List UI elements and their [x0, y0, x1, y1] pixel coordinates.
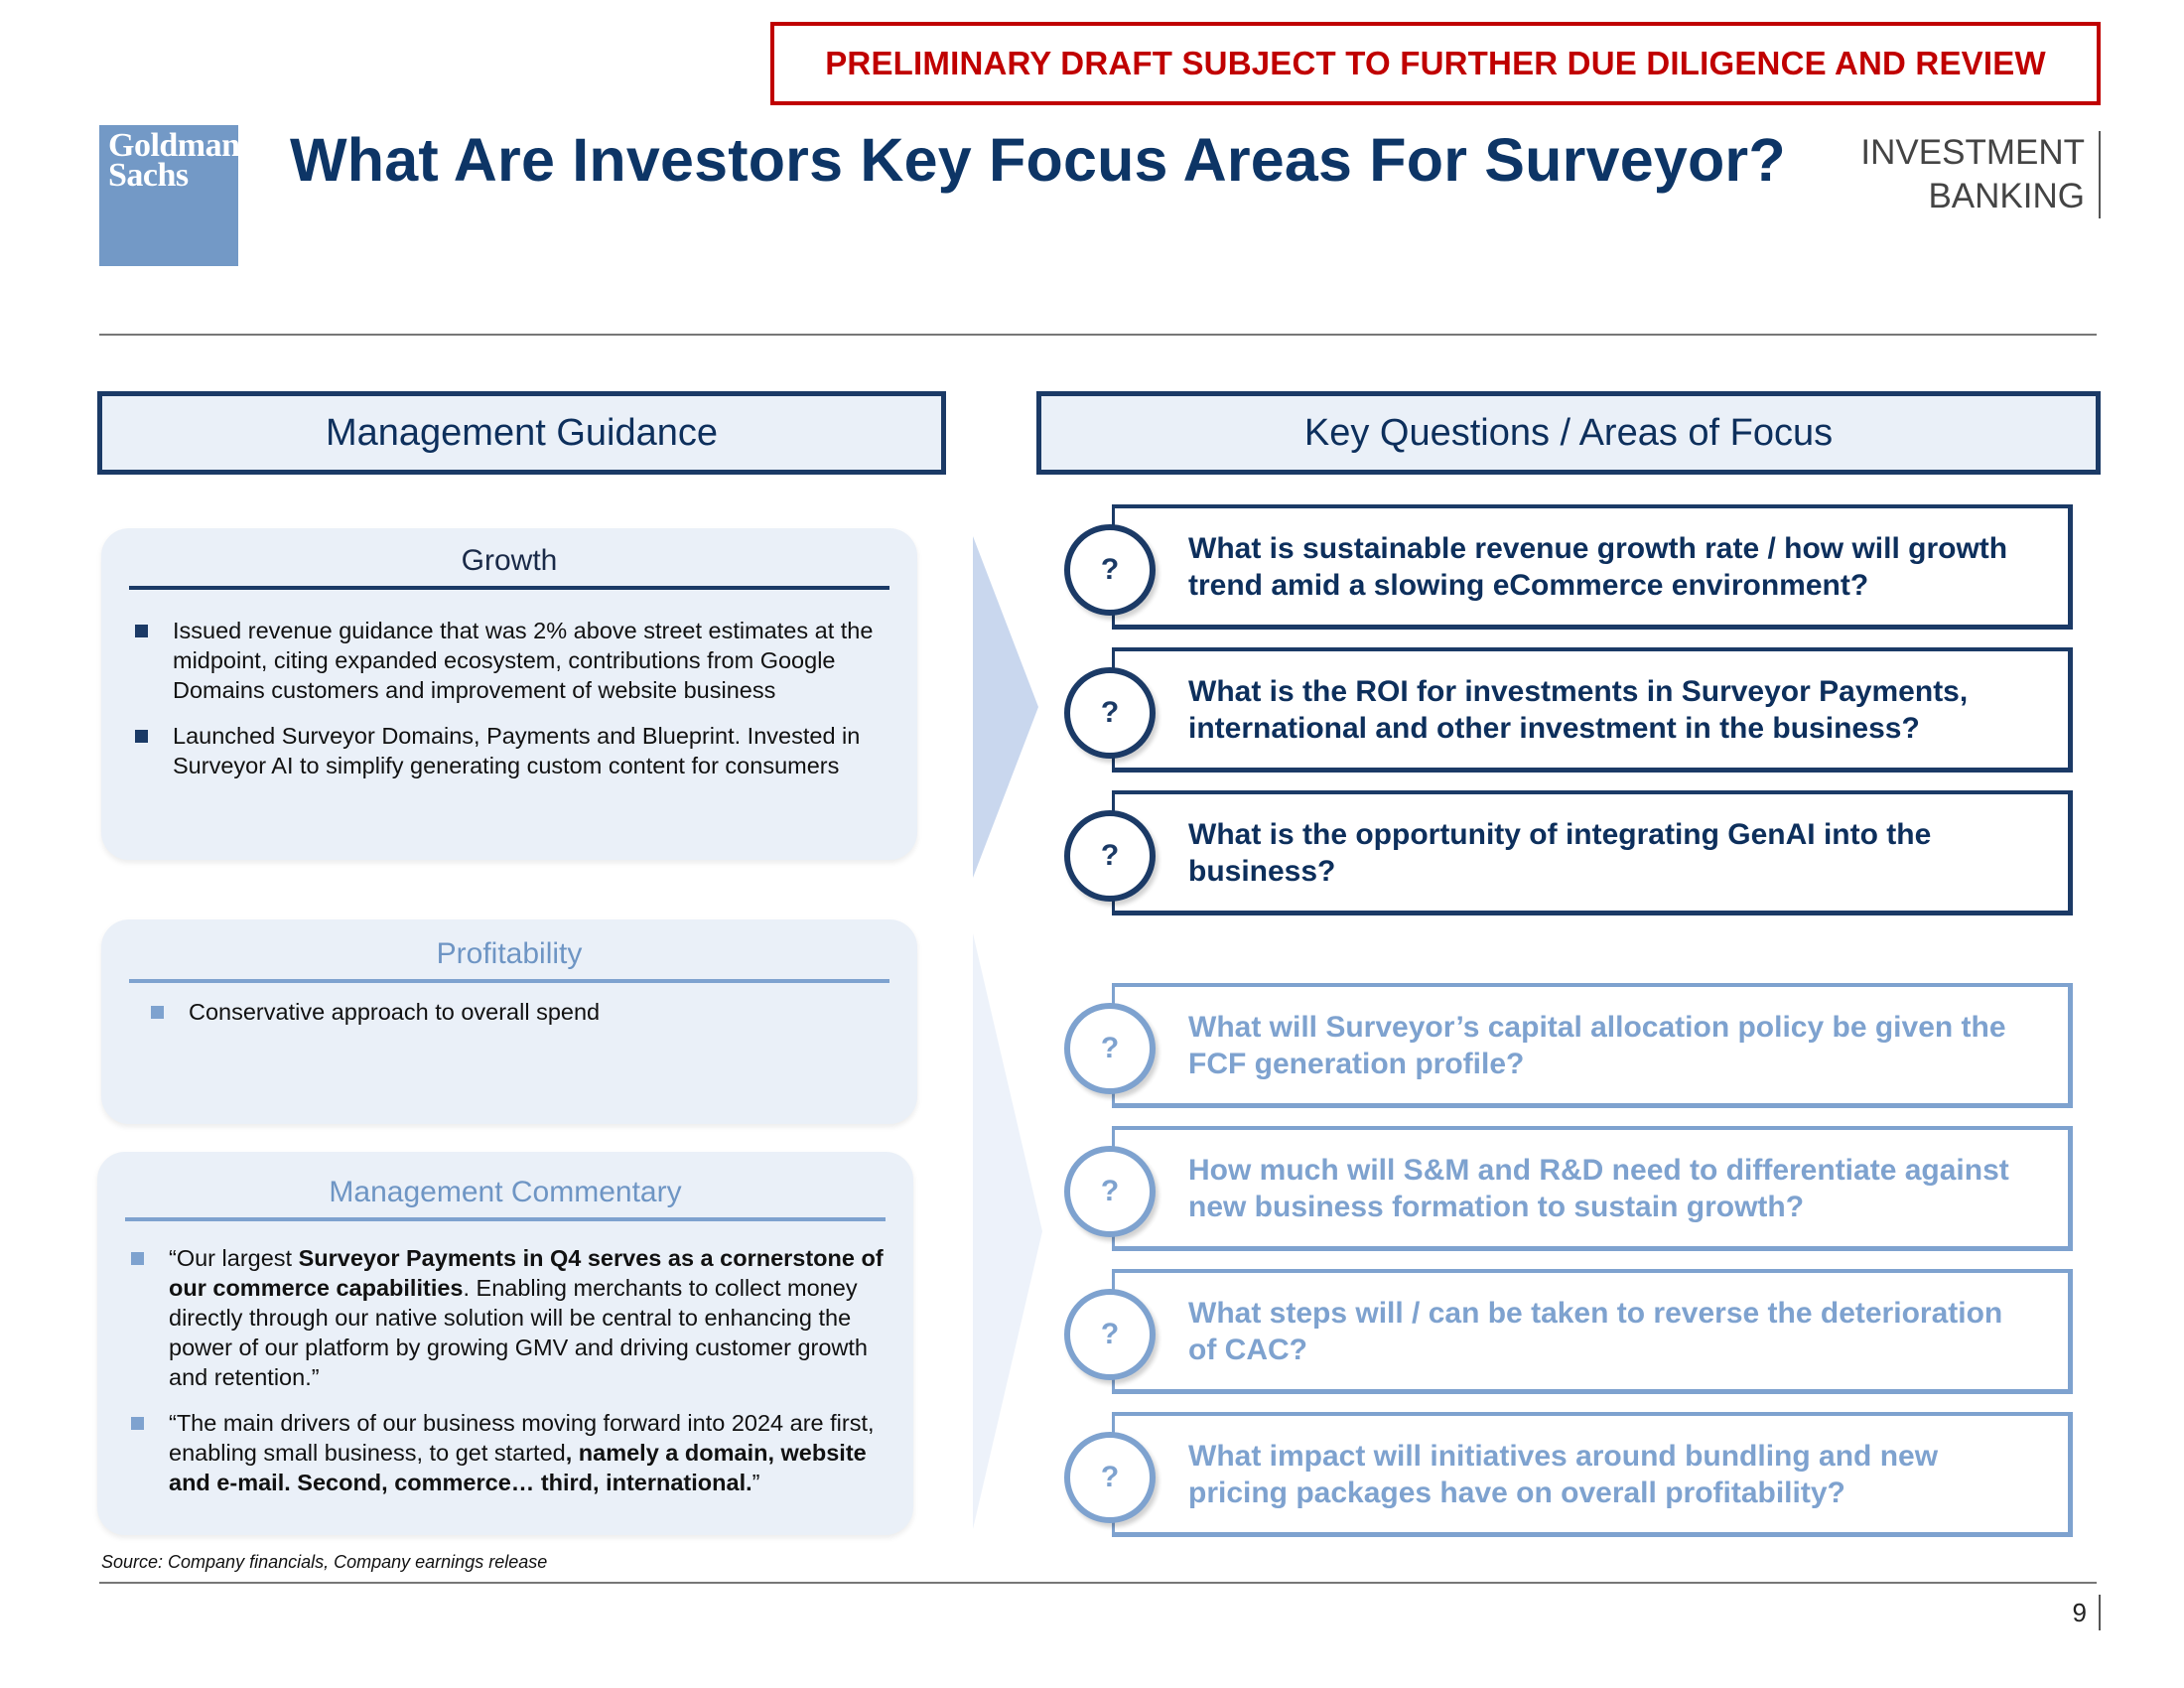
bullet-square-icon	[131, 1417, 144, 1430]
question-card	[1112, 1269, 2073, 1394]
logo-line-2: Sachs	[108, 157, 189, 194]
question-text: How much will S&M and R&D need to differentiate against new business formation to sustain growth?	[1188, 1153, 2009, 1223]
chevron-arrows	[973, 536, 1052, 1539]
question-text: What is the opportunity of integrating GenAI into the business?	[1188, 817, 1932, 888]
quote-2-part-2: ”	[751, 1470, 760, 1495]
top-divider	[99, 334, 2097, 336]
bullet-text: Issued revenue guidance that was 2% above street estimates at the midpoint, citing expanded ecosystem, contributions from Google Domains customers and improvement of website business	[173, 618, 874, 703]
growth-title: Growth	[129, 544, 889, 590]
quote-2-bold: , namely a domain, website and e-mail. Second, commerce… third, international.	[169, 1440, 867, 1495]
question-card	[1112, 790, 2073, 915]
goldman-sachs-logo	[99, 125, 238, 266]
bullet-square-icon	[151, 1006, 164, 1019]
bullet-square-icon	[131, 1252, 144, 1265]
question-mark-icon: ?	[1064, 524, 1156, 616]
quote-1-bold: Surveyor Payments in Q4 serves as a cornerstone of our commerce capabilities	[169, 1245, 884, 1301]
question-mark-icon: ?	[1064, 1146, 1156, 1237]
source-note: Source: Company financials, Company earnings release	[101, 1552, 548, 1572]
list-item	[129, 1243, 884, 1392]
quote-1-text	[169, 1245, 884, 1390]
logo-line-1: Goldman	[108, 127, 240, 164]
page-title: What Are Investors Key Focus Areas For Surveyor?	[290, 126, 1786, 194]
profitability-title: Profitability	[129, 937, 889, 983]
growth-panel	[101, 528, 917, 860]
list-item	[133, 616, 887, 705]
profitability-panel	[101, 919, 917, 1124]
chevron-right-icon	[973, 933, 1042, 1529]
question-card	[1112, 647, 2073, 773]
quote-1-part-1: “Our largest	[169, 1245, 299, 1271]
bottom-divider	[99, 1582, 2097, 1584]
growth-bullet-list	[133, 616, 887, 796]
page-number: 9	[2073, 1595, 2101, 1630]
commentary-bullet-list	[129, 1243, 884, 1513]
list-item	[133, 721, 887, 780]
question-text: What is the ROI for investments in Surveyor Payments, international and other investment in the business?	[1188, 674, 1969, 745]
question-text: What steps will / can be taken to reverse the deterioration of CAC?	[1188, 1296, 2003, 1366]
quote-1-part-2: . Enabling merchants to collect money directly through our native solution will be central to enhancing the power of our platform by growing GMV and driving customer growth and retention.”	[169, 1275, 869, 1390]
chevron-right-icon	[973, 536, 1038, 878]
management-guidance-header: Management Guidance	[97, 391, 946, 475]
bullet-square-icon	[135, 625, 148, 637]
question-card	[1112, 1412, 2073, 1537]
profitability-bullet-list	[149, 997, 887, 1043]
management-commentary-panel	[97, 1152, 913, 1535]
question-card	[1112, 983, 2073, 1108]
question-card	[1112, 1126, 2073, 1251]
division-line-1: INVESTMENT	[1860, 133, 2085, 172]
quote-2-part-1: “The main drivers of our business moving forward into 2024 are first, enabling small business, to get started	[169, 1410, 875, 1466]
commentary-title: Management Commentary	[125, 1176, 886, 1221]
list-item	[129, 1408, 884, 1497]
bullet-square-icon	[135, 730, 148, 743]
draft-banner: PRELIMINARY DRAFT SUBJECT TO FURTHER DUE DILIGENCE AND REVIEW	[770, 22, 2101, 105]
question-text: What impact will initiatives around bundling and new pricing packages have on overall profitability?	[1188, 1439, 1939, 1509]
division-label	[1860, 131, 2101, 218]
question-text: What will Surveyor’s capital allocation policy be given the FCF generation profile?	[1188, 1010, 2006, 1080]
question-mark-icon: ?	[1064, 667, 1156, 759]
question-mark-icon: ?	[1064, 1432, 1156, 1523]
question-text: What is sustainable revenue growth rate / how will growth trend amid a slowing eCommerce environment?	[1188, 531, 2008, 602]
quote-2-text	[169, 1410, 875, 1495]
question-card	[1112, 504, 2073, 630]
key-questions-header: Key Questions / Areas of Focus	[1036, 391, 2101, 475]
question-mark-icon: ?	[1064, 1289, 1156, 1380]
bullet-text: Conservative approach to overall spend	[189, 999, 601, 1025]
list-item	[149, 997, 887, 1027]
division-line-2: BANKING	[1928, 177, 2085, 215]
question-mark-icon: ?	[1064, 810, 1156, 902]
bullet-text: Launched Surveyor Domains, Payments and Blueprint. Invested in Surveyor AI to simplify generating custom content for consumers	[173, 723, 861, 778]
question-mark-icon: ?	[1064, 1003, 1156, 1094]
